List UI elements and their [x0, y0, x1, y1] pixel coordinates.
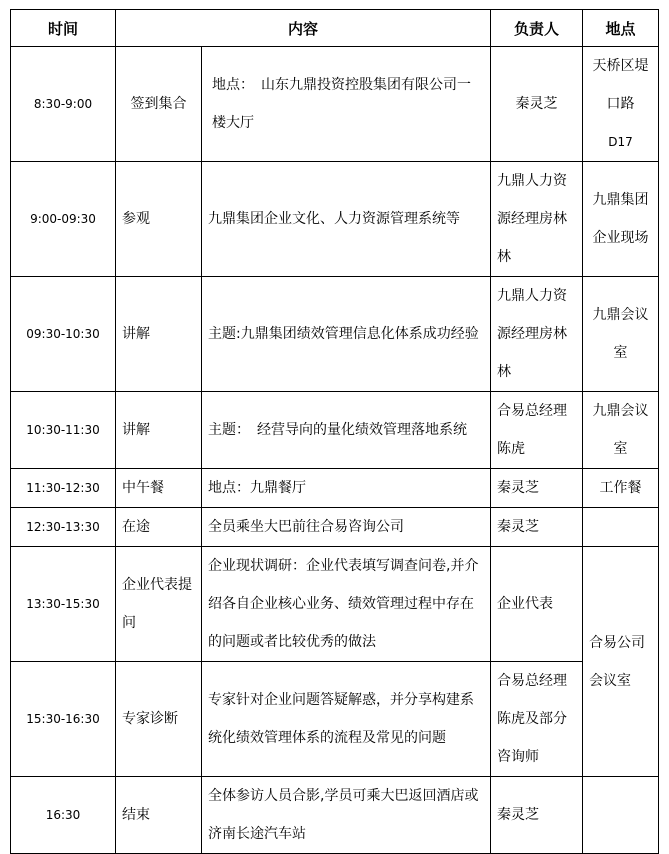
time-cell: 10:30-11:30: [11, 392, 116, 469]
item-cell: 讲解: [116, 277, 202, 392]
header-content: 内容: [116, 10, 491, 47]
place-cell: 九鼎集团企业现场: [583, 162, 659, 277]
item-cell: 专家诊断: [116, 662, 202, 777]
table-row: [11, 469, 659, 508]
owner-cell: 企业代表: [491, 547, 583, 662]
place-cell-empty: [583, 508, 659, 547]
place-cell: 工作餐: [583, 469, 659, 508]
header-owner: 负责人: [491, 10, 583, 47]
owner-cell: 九鼎人力资源经理房林林: [491, 162, 583, 277]
owner-cell: 秦灵芝: [491, 47, 583, 162]
table-row: [11, 777, 659, 854]
place-cell: 九鼎会议室: [583, 392, 659, 469]
item-cell: 中午餐: [116, 469, 202, 508]
owner-cell: 合易总经理陈虎: [491, 392, 583, 469]
table-row: [11, 662, 659, 777]
place-cell: 合易公司会议室: [583, 547, 659, 777]
schedule-table: [10, 9, 659, 854]
table-row: [11, 508, 659, 547]
header-row: [11, 10, 659, 47]
item-cell: 结束: [116, 777, 202, 854]
content-cell: 全员乘坐大巴前往合易咨询公司: [202, 508, 491, 547]
place-cell: [583, 47, 659, 162]
place-cell-empty: [583, 777, 659, 854]
content-cell: 主题:九鼎集团绩效管理信息化体系成功经验: [202, 277, 491, 392]
owner-cell: 秦灵芝: [491, 469, 583, 508]
content-cell: 九鼎集团企业文化、人力资源管理系统等: [202, 162, 491, 277]
table-row: [11, 47, 659, 162]
item-cell: 签到集合: [116, 47, 202, 162]
time-cell: 11:30-12:30: [11, 469, 116, 508]
place-cell: 九鼎会议室: [583, 277, 659, 392]
header-place: 地点: [583, 10, 659, 47]
table-row: [11, 162, 659, 277]
content-cell: 专家针对企业问题答疑解惑，并分享构建系统化绩效管理体系的流程及常见的问题: [202, 662, 491, 777]
owner-cell: 合易总经理陈虎及部分咨询师: [491, 662, 583, 777]
content-cell: 全体参访人员合影,学员可乘大巴返回酒店或济南长途汽车站: [202, 777, 491, 854]
time-cell: 15:30-16:30: [11, 662, 116, 777]
owner-cell: 九鼎人力资源经理房林林: [491, 277, 583, 392]
time-cell: 8:30-9:00: [11, 47, 116, 162]
time-cell: 12:30-13:30: [11, 508, 116, 547]
place-text: 天桥区堤口路: [592, 58, 649, 112]
item-cell: 在途: [116, 508, 202, 547]
table-row: [11, 277, 659, 392]
time-cell: 9:00-09:30: [11, 162, 116, 277]
content-cell: 地点：九鼎餐厅: [202, 469, 491, 508]
table-row: [11, 547, 659, 662]
table-row: [11, 392, 659, 469]
owner-cell: 秦灵芝: [491, 777, 583, 854]
header-time: 时间: [11, 10, 116, 47]
owner-cell: 秦灵芝: [491, 508, 583, 547]
content-cell: 主题： 经营导向的量化绩效管理落地系统: [202, 392, 491, 469]
place-code: D17: [608, 135, 633, 149]
content-cell: 企业现状调研：企业代表填写调查问卷,并介绍各自企业核心业务、绩效管理过程中存在的问题或者比较优秀的做法: [202, 547, 491, 662]
item-cell: 讲解: [116, 392, 202, 469]
item-cell: 企业代表提问: [116, 547, 202, 662]
time-cell: 13:30-15:30: [11, 547, 116, 662]
item-cell: 参观: [116, 162, 202, 277]
time-cell: 09:30-10:30: [11, 277, 116, 392]
time-cell: 16:30: [11, 777, 116, 854]
content-cell: 地点： 山东九鼎投资控股集团有限公司一楼大厅: [202, 47, 491, 162]
